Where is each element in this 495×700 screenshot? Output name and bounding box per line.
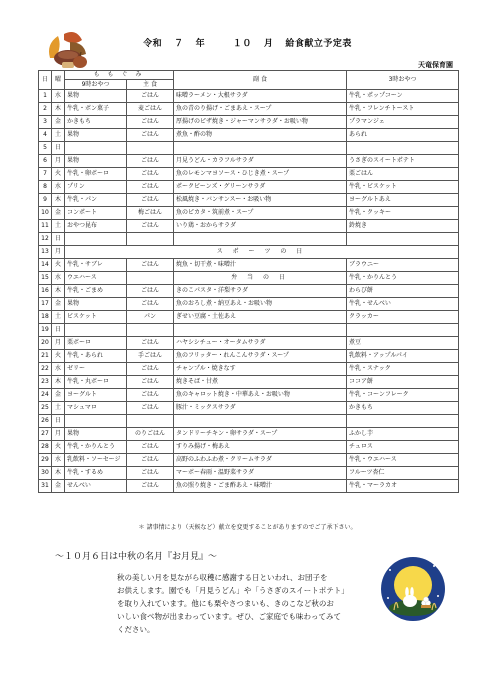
cell-snack9: 果物 — [65, 90, 127, 103]
cell-snack3 — [347, 142, 459, 155]
cell-day: 19 — [39, 324, 52, 337]
cell-weekday: 木 — [52, 103, 65, 116]
cell-weekday: 火 — [52, 441, 65, 454]
cell-side: チャンプル・焼きなす — [174, 363, 347, 376]
cell-day: 30 — [39, 467, 52, 480]
cell-snack9: ゼリー — [65, 363, 127, 376]
cell-staple: 手ごはん — [127, 350, 174, 363]
cell-weekday: 火 — [52, 259, 65, 272]
cell-day: 7 — [39, 168, 52, 181]
table-row — [39, 467, 459, 480]
cell-side: すりみ揚げ・梅あえ — [174, 441, 347, 454]
cell-snack3: プラマンジェ — [347, 116, 459, 129]
cell-side: 魚のフリッター・れんこんサラダ・スープ — [174, 350, 347, 363]
cell-day: 5 — [39, 142, 52, 155]
cell-snack3: 牛乳・フレンチトースト — [347, 103, 459, 116]
cell-weekday: 木 — [52, 194, 65, 207]
cell-snack3: うさぎのスイートポテト — [347, 155, 459, 168]
cell-snack9: かきもち — [65, 116, 127, 129]
cell-snack3: かきもち — [347, 402, 459, 415]
cell-staple: ごはん — [127, 90, 174, 103]
cell-snack3: 牛乳・マーラカオ — [347, 480, 459, 493]
cell-day: 16 — [39, 285, 52, 298]
cell-weekday: 日 — [52, 324, 65, 337]
cell-day: 3 — [39, 116, 52, 129]
cell-staple: ごはん — [127, 389, 174, 402]
cell-side: ぎせい豆腐・土佐あえ — [174, 311, 347, 324]
cell-weekday: 金 — [52, 480, 65, 493]
cell-staple: 梅ごはん — [127, 207, 174, 220]
cell-snack3: わらび餅 — [347, 285, 459, 298]
table-row — [39, 259, 459, 272]
cell-weekday: 木 — [52, 285, 65, 298]
cell-staple: パン — [127, 311, 174, 324]
cell-weekday: 火 — [52, 350, 65, 363]
cell-weekday: 木 — [52, 376, 65, 389]
cell-day: 4 — [39, 129, 52, 142]
cell-snack3: ふかし芋 — [347, 428, 459, 441]
table-row — [39, 350, 459, 363]
cell-day: 8 — [39, 181, 52, 194]
cell-snack9: 果物 — [65, 155, 127, 168]
cell-staple: ごはん — [127, 168, 174, 181]
table-row — [39, 285, 459, 298]
cell-snack3: 牛乳・かりんとう — [347, 272, 459, 285]
cell-snack9 — [65, 324, 127, 337]
cell-day: 27 — [39, 428, 52, 441]
cell-day: 6 — [39, 155, 52, 168]
cell-side: タンドリーチキン・卵サラダ・スープ — [174, 428, 347, 441]
cell-snack9: 果物 — [65, 129, 127, 142]
table-row — [39, 194, 459, 207]
cell-day: 10 — [39, 207, 52, 220]
cell-side: 厚揚げのピザ焼き・ジャーマンサラダ・お吸い物 — [174, 116, 347, 129]
cell-side: 焼魚・切干煮・味噌汁 — [174, 259, 347, 272]
cell-day: 2 — [39, 103, 52, 116]
table-row — [39, 389, 459, 402]
moon-rabbit-icon — [380, 556, 446, 622]
table-row — [39, 272, 459, 285]
table-row — [39, 181, 459, 194]
cell-weekday: 金 — [52, 298, 65, 311]
cell-weekday: 土 — [52, 402, 65, 415]
cell-day: 29 — [39, 454, 52, 467]
table-row — [39, 168, 459, 181]
table-row — [39, 142, 459, 155]
table-row — [39, 415, 459, 428]
cell-staple: ごはん — [127, 285, 174, 298]
cell-staple — [127, 142, 174, 155]
cell-day: 26 — [39, 415, 52, 428]
cell-snack3: 牛乳・クッキー — [347, 207, 459, 220]
table-row — [39, 233, 459, 246]
cell-staple — [127, 324, 174, 337]
cell-weekday: 日 — [52, 415, 65, 428]
cell-day: 13 — [39, 246, 52, 259]
section-title: ～１０月６日は中秋の名月『お月見』～ — [55, 552, 218, 562]
cell-weekday: 日 — [52, 142, 65, 155]
cell-day: 12 — [39, 233, 52, 246]
change-notice: ＊ 諸事情により（天候など）献立を変更することがありますのでご了承下さい。 — [138, 524, 357, 531]
table-row — [39, 155, 459, 168]
table-row — [39, 324, 459, 337]
cell-staple: ごはん — [127, 298, 174, 311]
table-row — [39, 311, 459, 324]
cell-side: 魚のピカタ・筑前煮・スープ — [174, 207, 347, 220]
cell-side: 豚汁・ミックスサラダ — [174, 402, 347, 415]
cell-day: 22 — [39, 363, 52, 376]
col-header-side: 副 食 — [174, 71, 347, 90]
table-row — [39, 116, 459, 129]
cell-snack9: プリン — [65, 181, 127, 194]
cell-staple: ごはん — [127, 467, 174, 480]
page-title: 令和 ７ 年 １０ 月 給食献立予定表 — [143, 39, 352, 49]
menu-table — [38, 70, 459, 493]
cell-snack9: ヨーグルト — [65, 389, 127, 402]
cell-weekday: 月 — [52, 337, 65, 350]
cell-day: 28 — [39, 441, 52, 454]
cell-side: 魚の照り焼き・ごま酢あえ・味噌汁 — [174, 480, 347, 493]
cell-weekday: 水 — [52, 363, 65, 376]
cell-snack9: 栗ボーロ — [65, 337, 127, 350]
cell-staple: ごはん — [127, 220, 174, 233]
cell-staple: のりごはん — [127, 428, 174, 441]
cell-side — [174, 142, 347, 155]
cell-snack9: 牛乳・ごまめ — [65, 285, 127, 298]
cell-weekday: 水 — [52, 181, 65, 194]
cell-weekday: 火 — [52, 168, 65, 181]
cell-snack9: せんべい — [65, 480, 127, 493]
cell-staple: ごはん — [127, 116, 174, 129]
cell-day: 18 — [39, 311, 52, 324]
cell-snack3: 牛乳・ウエハース — [347, 454, 459, 467]
cell-side: マーボー春雨・温野菜サラダ — [174, 467, 347, 480]
cell-holiday: ス ポ ー ツ の 日 — [65, 246, 459, 259]
cell-weekday: 月 — [52, 428, 65, 441]
cell-staple: 麦ごはん — [127, 103, 174, 116]
cell-weekday: 水 — [52, 272, 65, 285]
cell-weekday: 金 — [52, 207, 65, 220]
cell-day: 9 — [39, 194, 52, 207]
cell-staple — [127, 272, 174, 285]
cell-snack3: ココア餅 — [347, 376, 459, 389]
cell-side: 魚のキャロット焼き・中華あえ・お吸い物 — [174, 389, 347, 402]
cell-snack9: 牛乳・ボン菓子 — [65, 103, 127, 116]
cell-snack3: 牛乳・せんべい — [347, 298, 459, 311]
cell-snack3: ヨーグルトあえ — [347, 194, 459, 207]
cell-weekday: 水 — [52, 90, 65, 103]
table-row — [39, 337, 459, 350]
table-row — [39, 428, 459, 441]
cell-staple: ごはん — [127, 454, 174, 467]
cell-snack3 — [347, 415, 459, 428]
cell-side: 松風焼き・バンサンスー・お吸い物 — [174, 194, 347, 207]
cell-snack3: 栗ごはん — [347, 168, 459, 181]
cell-staple: ごはん — [127, 402, 174, 415]
cell-day: 15 — [39, 272, 52, 285]
table-row — [39, 402, 459, 415]
cell-snack3 — [347, 233, 459, 246]
col-header-momogumi: も も ぐ み — [65, 71, 174, 80]
cell-side — [174, 233, 347, 246]
moon-viewing-text: 秋の美しい月を見ながら収穫に感謝する日といわれ、お団子を お供えします。園でも「月見うどん」や「うさぎのスイートポテト」 を取り入れています。他にも栗やさつまいも、きのこなど秋のお いしい食べ物が出まわっています。ぜひ、ご家庭でも味わってみて ください。 — [117, 573, 349, 634]
cell-snack3: フルーツ杏仁 — [347, 467, 459, 480]
cell-snack3: クラッカー — [347, 311, 459, 324]
cell-snack9: おやつ昆布 — [65, 220, 127, 233]
cell-snack9: 牛乳・あられ — [65, 350, 127, 363]
cell-staple: ごはん — [127, 129, 174, 142]
cell-day: 31 — [39, 480, 52, 493]
cell-snack9: 牛乳・するめ — [65, 467, 127, 480]
table-row — [39, 454, 459, 467]
cell-weekday: 土 — [52, 129, 65, 142]
cell-snack3: 煮豆 — [347, 337, 459, 350]
table-row — [39, 376, 459, 389]
cell-snack3: 乳飲料・アップルパイ — [347, 350, 459, 363]
table-row — [39, 207, 459, 220]
table-row — [39, 246, 459, 259]
cell-weekday: 木 — [52, 467, 65, 480]
cell-side — [174, 415, 347, 428]
cell-snack3: 牛乳・ポップコーン — [347, 90, 459, 103]
cell-staple: ごはん — [127, 181, 174, 194]
cell-snack9 — [65, 233, 127, 246]
cell-staple: ごはん — [127, 259, 174, 272]
cell-side: 煮魚・酢の物 — [174, 129, 347, 142]
cell-snack3: 鈴焼き — [347, 220, 459, 233]
cell-snack9: 牛乳・かりんとう — [65, 441, 127, 454]
cell-staple: ごはん — [127, 337, 174, 350]
table-row — [39, 90, 459, 103]
col-header-snack3: 3時おやつ — [347, 71, 459, 90]
cell-snack9: 牛乳・卵ボーロ — [65, 168, 127, 181]
cell-weekday: 土 — [52, 311, 65, 324]
cell-weekday: 水 — [52, 454, 65, 467]
cell-side: 弁 当 の 日 — [174, 272, 347, 285]
cell-day: 11 — [39, 220, 52, 233]
table-row — [39, 480, 459, 493]
col-header-day: 日 — [39, 71, 52, 90]
cell-snack9: 牛乳・丸ボーロ — [65, 376, 127, 389]
cell-snack3 — [347, 324, 459, 337]
cell-snack9: 牛乳・サブレ — [65, 259, 127, 272]
cell-side: 月見うどん・カラフルサラダ — [174, 155, 347, 168]
cell-staple: ごはん — [127, 376, 174, 389]
table-row — [39, 441, 459, 454]
cell-weekday: 土 — [52, 220, 65, 233]
cell-snack3: ブラウニー — [347, 259, 459, 272]
cell-snack9 — [65, 142, 127, 155]
cell-staple — [127, 233, 174, 246]
cell-side: 魚のレモンマヨソース・ひじき煮・スープ — [174, 168, 347, 181]
autumn-harvest-icon — [44, 28, 90, 70]
organization-name: 天竜保育園 — [418, 61, 453, 69]
cell-snack3: 牛乳・コーンフレーク — [347, 389, 459, 402]
cell-snack3: チュロス — [347, 441, 459, 454]
cell-weekday: 月 — [52, 246, 65, 259]
cell-snack9: ウエハース — [65, 272, 127, 285]
cell-day: 20 — [39, 337, 52, 350]
cell-snack9: 果物 — [65, 298, 127, 311]
cell-side: いり鶏・おからサラダ — [174, 220, 347, 233]
cell-snack9 — [65, 415, 127, 428]
cell-side — [174, 324, 347, 337]
cell-day: 25 — [39, 402, 52, 415]
cell-snack9: コンポート — [65, 207, 127, 220]
cell-staple: ごはん — [127, 155, 174, 168]
cell-side: 高野のふわふわ煮・クリームサラダ — [174, 454, 347, 467]
cell-snack9: 果物 — [65, 428, 127, 441]
cell-side: 味噌ラーメン・大根サラダ — [174, 90, 347, 103]
cell-staple: ごはん — [127, 194, 174, 207]
col-header-staple: 主 食 — [127, 80, 174, 90]
table-row — [39, 103, 459, 116]
cell-side: 焼きそば・甘煮 — [174, 376, 347, 389]
cell-snack9: マシュマロ — [65, 402, 127, 415]
cell-snack9: 牛乳・パン — [65, 194, 127, 207]
cell-side: きのこパスタ・洋梨サラダ — [174, 285, 347, 298]
cell-day: 24 — [39, 389, 52, 402]
cell-snack9: ビスケット — [65, 311, 127, 324]
cell-side: 魚のおろし煮・納豆あえ・お吸い物 — [174, 298, 347, 311]
cell-staple: ごはん — [127, 441, 174, 454]
cell-side: ハヤシシチュー・オータムサラダ — [174, 337, 347, 350]
cell-snack3: 牛乳・ビスケット — [347, 181, 459, 194]
cell-weekday: 日 — [52, 233, 65, 246]
cell-weekday: 月 — [52, 155, 65, 168]
col-header-weekday: 曜 — [52, 71, 65, 90]
cell-staple — [127, 415, 174, 428]
cell-day: 14 — [39, 259, 52, 272]
table-row — [39, 220, 459, 233]
cell-snack3: 牛乳・スナック — [347, 363, 459, 376]
cell-weekday: 金 — [52, 389, 65, 402]
table-row — [39, 363, 459, 376]
cell-side: 魚の青のり揚げ・ごまあえ・スープ — [174, 103, 347, 116]
cell-snack3: あられ — [347, 129, 459, 142]
table-row — [39, 298, 459, 311]
cell-staple: ごはん — [127, 480, 174, 493]
cell-weekday: 金 — [52, 116, 65, 129]
cell-staple: ごはん — [127, 363, 174, 376]
cell-side: ポークビーンズ・グリーンサラダ — [174, 181, 347, 194]
cell-day: 21 — [39, 350, 52, 363]
cell-snack9: 乳飲料・ソーセージ — [65, 454, 127, 467]
col-header-snack9: 9時おやつ — [65, 80, 127, 90]
cell-day: 23 — [39, 376, 52, 389]
cell-day: 1 — [39, 90, 52, 103]
cell-day: 17 — [39, 298, 52, 311]
table-row — [39, 129, 459, 142]
